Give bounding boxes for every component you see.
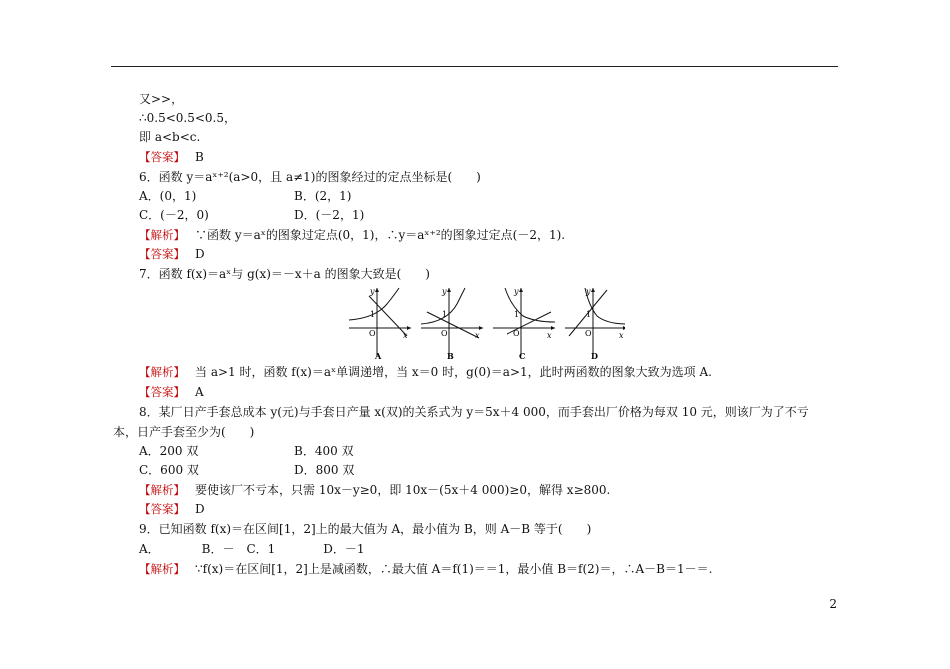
text-line — [139, 443, 198, 459]
svg-text:1: 1 — [370, 310, 376, 319]
option-line — [294, 443, 354, 459]
line-text: A．(0，1) — [139, 189, 197, 203]
page-number: 2 — [829, 597, 837, 611]
line-text: C．600 双 — [139, 463, 199, 477]
line-text: 本，日产手套至少为( ) — [113, 425, 255, 439]
svg-text:O: O — [369, 329, 376, 338]
line-text: C．(－2，0) — [139, 208, 209, 222]
text-line — [139, 149, 204, 165]
svg-text:y: y — [370, 287, 375, 296]
option-line — [294, 207, 364, 223]
svg-text:1: 1 — [442, 310, 448, 319]
svg-text:x: x — [619, 331, 624, 340]
text-line — [139, 482, 610, 498]
text-line — [139, 561, 712, 577]
svg-text:y: y — [514, 287, 519, 296]
line-text: B．(2，1) — [294, 189, 352, 203]
svg-text:B: B — [447, 351, 454, 360]
answer-tag: 【答案】 — [139, 150, 185, 164]
answer-tag: 【答案】 — [139, 247, 185, 261]
line-text: A． B．－ C．1 D．－1 — [139, 542, 365, 556]
svg-text:y: y — [586, 287, 591, 296]
text-line — [113, 424, 254, 440]
graph-panel-a — [349, 287, 411, 360]
text-line — [139, 169, 481, 185]
line-text: ∵f(x)＝在区间[1，2]上是减函数，∴最大值 A＝f(1)＝＝1，最小值 B＝f(2)＝，∴A－B＝1－＝. — [195, 562, 713, 576]
text-line — [139, 462, 199, 478]
svg-text:x: x — [403, 331, 408, 340]
option-line — [294, 188, 351, 204]
text-line — [139, 521, 591, 537]
svg-text:1: 1 — [514, 310, 520, 319]
line-text: D — [195, 247, 205, 261]
option-line — [294, 462, 354, 478]
text-line — [139, 110, 236, 126]
line-text: 即 a<b<c. — [139, 130, 201, 144]
answer-tag: 【解析】 — [139, 228, 185, 242]
text-line — [139, 246, 205, 262]
svg-text:1: 1 — [586, 310, 592, 319]
text-line — [139, 188, 196, 204]
answer-tag: 【答案】 — [139, 385, 185, 399]
line-text: ∴0.5<0.5<0.5， — [139, 111, 236, 125]
line-text: ∵函数 y＝aˣ的图象过定点(0，1)，∴y＝aˣ⁺²的图象过定点(－2，1). — [195, 228, 566, 242]
header-rule — [111, 66, 838, 67]
text-line — [139, 91, 183, 107]
text-line — [139, 501, 205, 517]
text-line — [139, 207, 209, 223]
svg-text:O: O — [585, 329, 592, 338]
line-text: 要使该厂不亏本，只需 10x－y≥0，即 10x－(5x＋4 000)≥0，解得 x≥800. — [195, 483, 611, 497]
line-text: 当 a>1 时，函数 f(x)＝aˣ单调递增，当 x＝0 时，g(0)＝a>1，此时两函数的图象大致为选项 A. — [195, 365, 712, 379]
text-line — [139, 129, 200, 145]
line-text: A — [195, 385, 204, 399]
answer-tag: 【解析】 — [139, 562, 185, 576]
svg-text:O: O — [513, 329, 520, 338]
svg-text:O: O — [441, 329, 448, 338]
line-text: 又>>， — [139, 92, 184, 106]
line-text: 7．函数 f(x)＝aˣ与 g(x)＝－x＋a 的图象大致是( ) — [139, 267, 430, 281]
graph-panel-d — [565, 287, 625, 360]
text-line — [139, 404, 809, 420]
answer-tag: 【解析】 — [139, 483, 185, 497]
text-line — [139, 541, 365, 557]
line-text: D — [195, 502, 205, 516]
svg-text:C: C — [519, 351, 526, 360]
function-graphs — [345, 286, 625, 360]
svg-text:x: x — [475, 331, 480, 340]
answer-tag: 【答案】 — [139, 502, 185, 516]
line-text: B — [195, 150, 204, 164]
line-text: B．400 双 — [294, 444, 354, 458]
line-text: 9．已知函数 f(x)＝在区间[1，2]上的最大值为 A，最小值为 B，则 A－B 等于( ) — [139, 522, 592, 536]
graph-panel-b — [421, 287, 483, 360]
line-text: A．200 双 — [139, 444, 199, 458]
text-line — [139, 364, 712, 380]
answer-tag: 【解析】 — [139, 365, 185, 379]
svg-text:D: D — [591, 351, 598, 360]
line-text: 8．某厂日产手套总成本 y(元)与手套日产量 x(双)的关系式为 y＝5x＋4 000，而手套出厂价格为每双 10 元，则该厂为了不亏 — [139, 405, 809, 419]
text-line — [139, 266, 430, 282]
graph-panel-c — [493, 287, 555, 360]
text-line — [139, 384, 204, 400]
svg-text:y: y — [442, 287, 447, 296]
svg-text:x: x — [547, 331, 552, 340]
svg-text:A: A — [375, 351, 382, 360]
line-text: 6．函数 y＝aˣ⁺²(a>0，且 a≠1)的图象经过的定点坐标是( ) — [139, 170, 481, 184]
line-text: D．(－2，1) — [294, 208, 365, 222]
line-text: D．800 双 — [294, 463, 355, 477]
text-line — [139, 227, 565, 243]
question-7-figure — [345, 286, 625, 360]
